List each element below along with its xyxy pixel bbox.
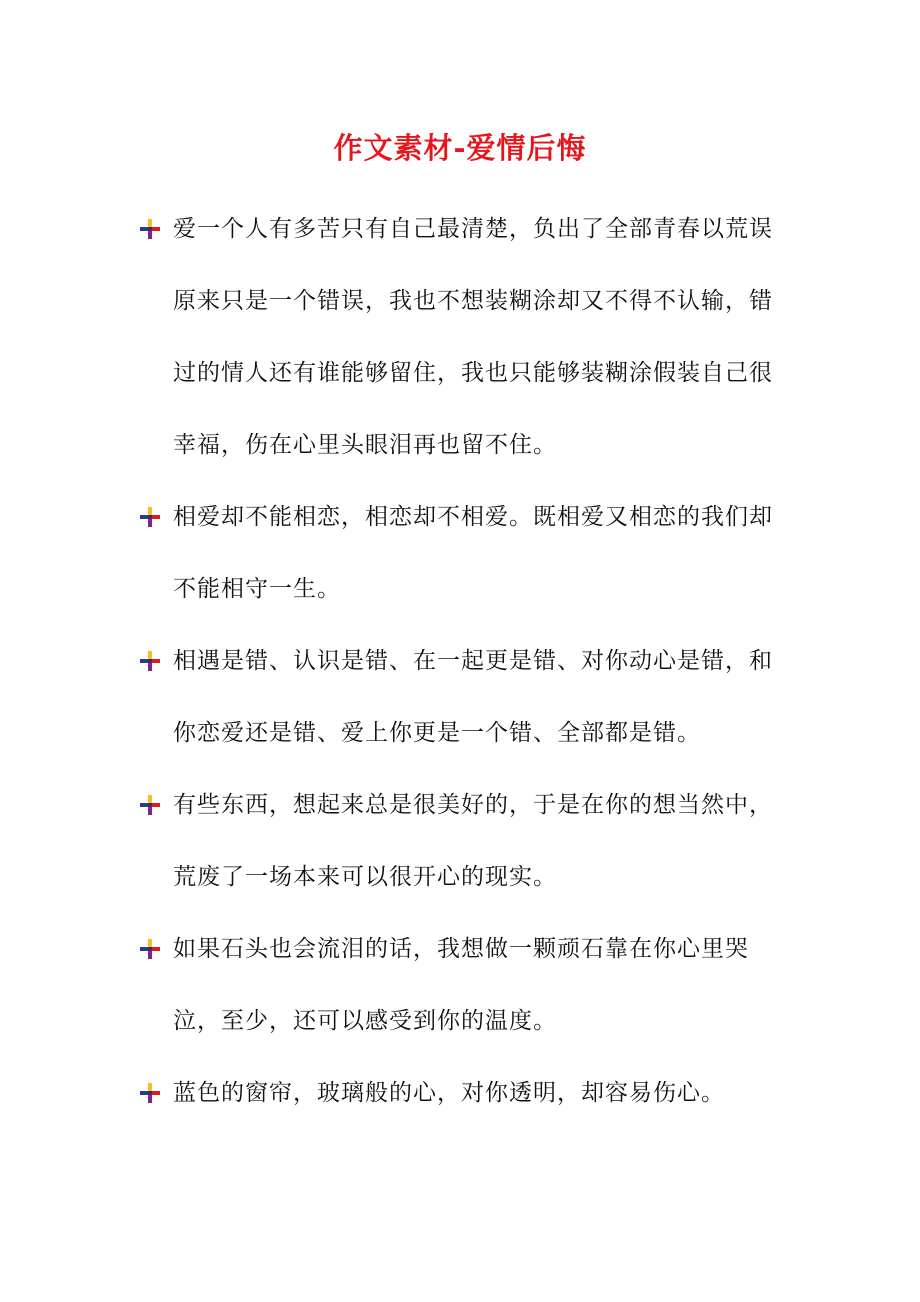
list-item-text: 相遇是错、认识是错、在一起更是错、对你动心是错，和你恋爱还是错、爱上你更是一个错、全部都是错。 (173, 648, 773, 746)
list-item (140, 207, 780, 481)
four-color-cross-bullet-icon (140, 939, 160, 959)
list-item-text: 相爱却不能相恋，相恋却不相爱。既相爱又相恋的我们却不能相守一生。 (173, 504, 773, 602)
list-item (140, 1071, 780, 1129)
four-color-cross-bullet-icon (140, 651, 160, 671)
list-item (140, 639, 780, 769)
list-item-text: 有些东西，想起来总是很美好的，于是在你的想当然中，荒废了一场本来可以很开心的现实。 (173, 792, 773, 890)
list-item (140, 927, 780, 1057)
four-color-cross-bullet-icon (140, 507, 160, 527)
list-item (140, 495, 780, 625)
list-item-text: 如果石头也会流泪的话，我想做一颗顽石靠在你心里哭泣，至少，还可以感受到你的温度。 (173, 936, 749, 1034)
page-title: 作文素材-爱情后悔 (333, 131, 587, 165)
four-color-cross-bullet-icon (140, 795, 160, 815)
list-item-text: 蓝色的窗帘，玻璃般的心，对你透明，却容易伤心。 (173, 1080, 725, 1106)
list-item (140, 783, 780, 913)
four-color-cross-bullet-icon (140, 1083, 160, 1103)
list-item-text: 爱一个人有多苦只有自己最清楚，负出了全部青春以荒误原来只是一个错误，我也不想装糊涂却又不得不认输，错过的情人还有谁能够留住，我也只能够装糊涂假装自己很幸福，伤在心里头眼泪再也留不住。 (173, 216, 773, 458)
four-color-cross-bullet-icon (140, 219, 160, 239)
